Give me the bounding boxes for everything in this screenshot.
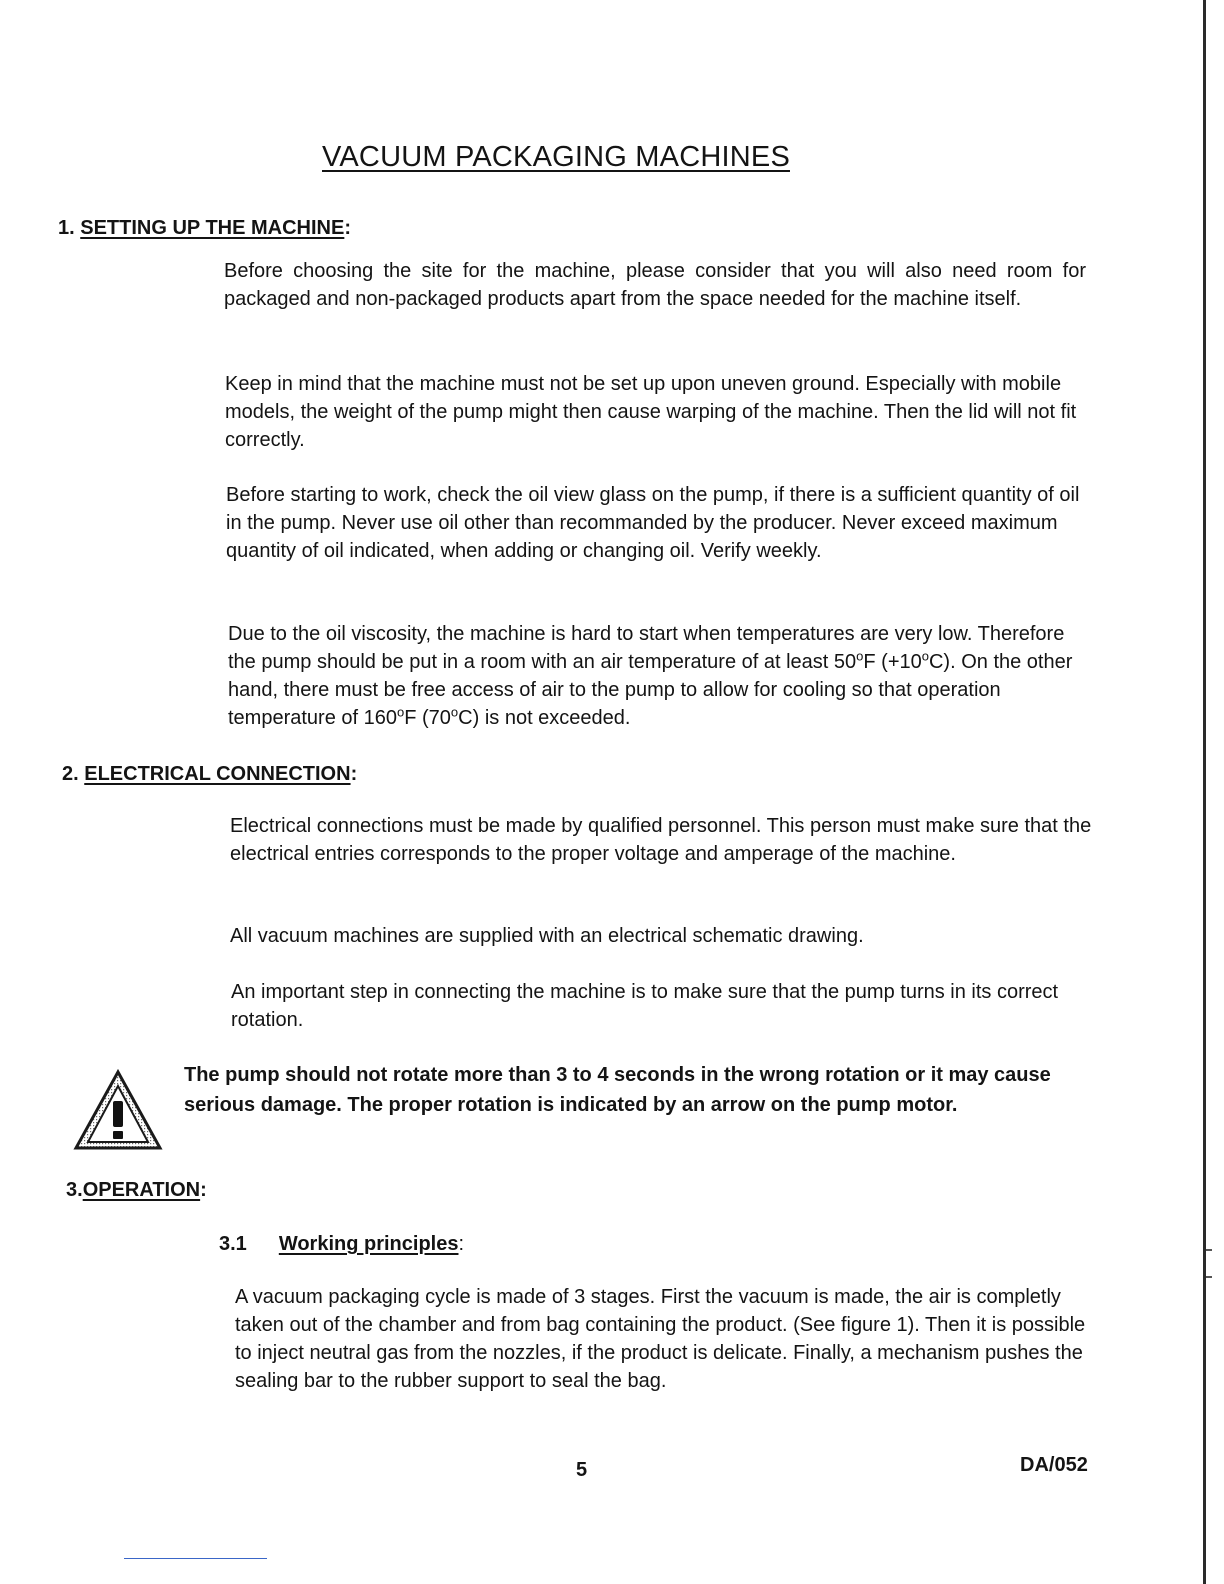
heading-colon: : xyxy=(458,1233,465,1255)
heading-colon: : xyxy=(350,763,358,785)
section-number: 2. xyxy=(62,763,79,785)
page-edge-tick xyxy=(1206,1276,1212,1278)
viscosity-text-2: F (+10 xyxy=(863,651,922,673)
viscosity-text-4: F (70 xyxy=(404,707,451,729)
viscosity-text-3: C). On the other hand, there must be free access of air to the pump to allow for cooling so that operation temperature of 160 xyxy=(228,651,1073,729)
paragraph-site-choice: Before choosing the site for the machine, please consider that you will also need room for packaged and non-packaged products apart from the space needed for the machine itself. xyxy=(224,260,1086,310)
paragraph-schematic: All vacuum machines are supplied with an electrical schematic drawing. xyxy=(230,925,864,947)
subsection-title: Working principles xyxy=(278,1233,459,1255)
section-number: 1. xyxy=(58,217,75,239)
subsection-heading-working-principles xyxy=(219,1233,464,1256)
heading-colon: : xyxy=(200,1179,207,1201)
section-heading-operation xyxy=(66,1179,207,1202)
subsection-number: 3.1 xyxy=(219,1233,247,1255)
viscosity-text-5: C) is not exceeded. xyxy=(458,707,631,729)
degree-mark: o xyxy=(397,704,405,720)
paragraph-qualified-personnel: Electrical connections must be made by qualified personnel. This person must make sure that the electrical entries corresponds to the proper voltage and amperage of the machine. xyxy=(230,815,1092,865)
section-heading-setting-up xyxy=(58,217,351,240)
degree-mark: o xyxy=(450,704,459,720)
warning-triangle-icon xyxy=(72,1068,164,1154)
heading-colon: : xyxy=(344,217,352,239)
degree-mark: o xyxy=(856,648,864,664)
section-title: SETTING UP THE MACHINE xyxy=(80,217,345,239)
warning-rotation-text: The pump should not rotate more than 3 to 4 seconds in the wrong rotation or it may cause serious damage. The proper rotation is indicated by an arrow on the pump motor. xyxy=(184,1064,1051,1116)
paragraph-oil-check: Before starting to work, check the oil view glass on the pump, if there is a sufficient quantity of oil in the pump. Never use oil other than recommanded by the producer. Never exceed maximum quantity of oil indicated, when adding or changing oil. Verify weekly. xyxy=(226,484,1080,562)
section-number: 3. xyxy=(66,1179,83,1201)
footer-rule xyxy=(124,1558,267,1559)
degree-mark: o xyxy=(921,648,929,664)
section-title: ELECTRICAL CONNECTION xyxy=(84,763,351,785)
viscosity-text-1: Due to the oil viscosity, the machine is hard to start when temperatures are very low. Therefore the pump should be put in a room with an air temperature of at least 50 xyxy=(228,623,1065,673)
paragraph-packaging-cycle: A vacuum packaging cycle is made of 3 stages. First the vacuum is made, the air is completly taken out of the chamber and from bag containing the product. (See figure 1). Then it is possible to inject neutral gas from the nozzles, if the product is delicate. Finally, a mechanism pushes the sealing bar to the rubber support to seal the bag. xyxy=(235,1286,1086,1392)
paragraph-rotation: An important step in connecting the machine is to make sure that the pump turns in its correct rotation. xyxy=(231,981,1059,1031)
page-number: 5 xyxy=(576,1459,588,1481)
section-title: OPERATION xyxy=(82,1179,201,1201)
section-heading-electrical xyxy=(62,763,357,786)
paragraph-oil-viscosity xyxy=(228,620,1090,732)
paragraph-uneven-ground: Keep in mind that the machine must not be set up upon uneven ground. Especially with mobile models, the weight of the pump might then cause warping of the machine. Then the lid will not fit correctly. xyxy=(225,373,1077,451)
page-edge-line xyxy=(1203,0,1206,1584)
document-code: DA/052 xyxy=(1020,1454,1088,1476)
page-title: VACUUM PACKAGING MACHINES xyxy=(322,141,790,173)
page-edge-tick xyxy=(1206,1249,1212,1251)
